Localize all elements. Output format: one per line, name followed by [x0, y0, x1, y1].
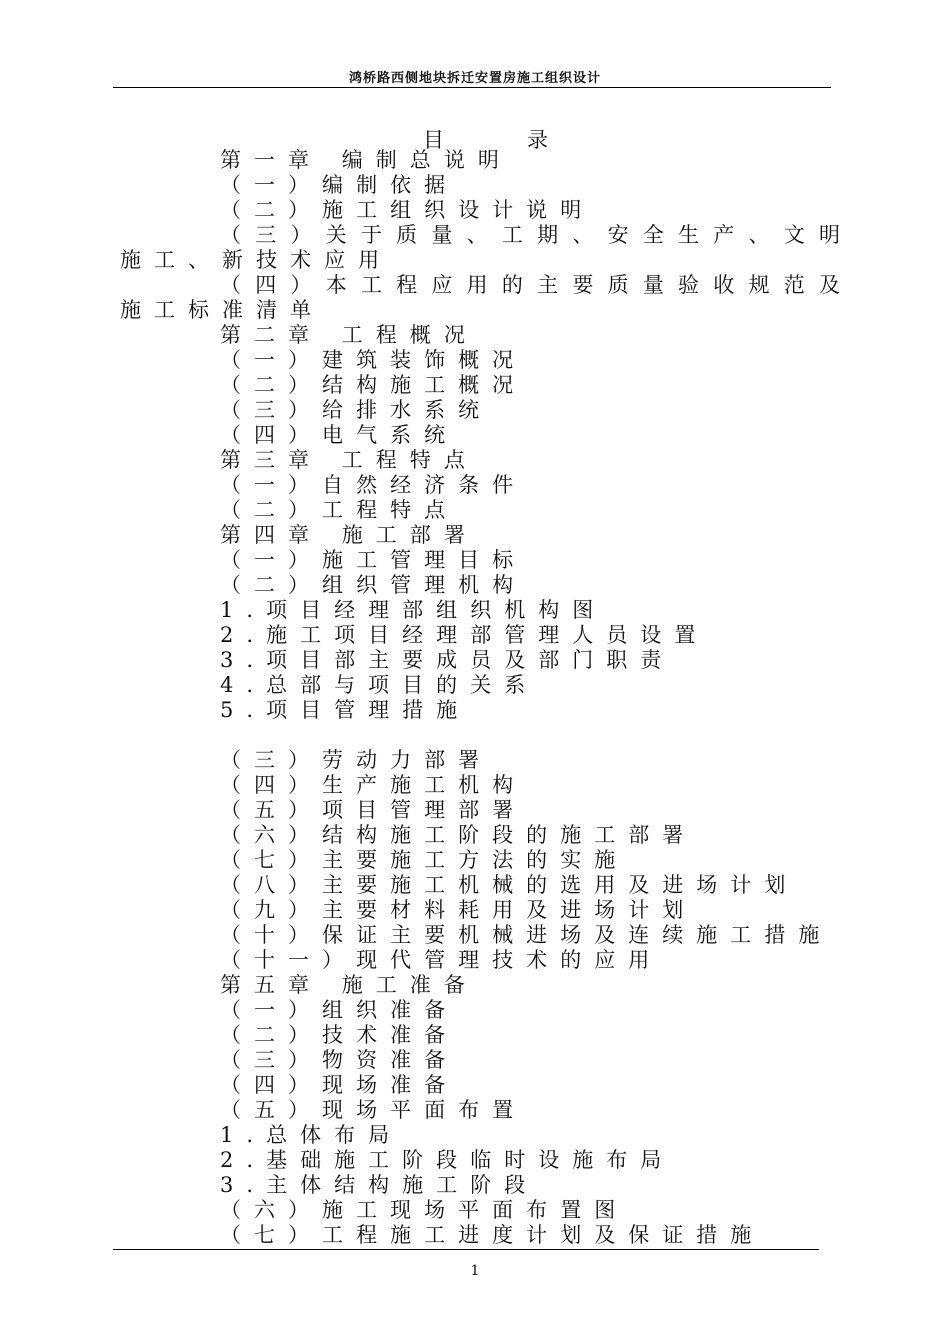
toc-subsection: 3.项目部主要成员及部门职责: [220, 648, 675, 672]
toc-char: 工: [501, 223, 523, 247]
toc-chapter-2: 第二章 工程概况: [220, 323, 478, 347]
toc-char: 验: [678, 273, 700, 297]
toc-char: 质: [607, 273, 629, 297]
toc-char: 要: [572, 273, 594, 297]
page-number: 1: [470, 1263, 480, 1279]
toc-char: 安: [607, 223, 629, 247]
toc-subsection: 1.项目经理部组织机构图: [220, 598, 607, 622]
toc-section: （九）主要材料耗用及进场计划: [220, 898, 697, 922]
toc-section: （三）劳动力部署: [220, 748, 493, 772]
table-of-contents: [120, 148, 840, 1248]
toc-char: 范: [783, 273, 805, 297]
toc-subsection: 4.总部与项目的关系: [220, 673, 539, 697]
toc-subsection: 2.施工项目经理部管理人员设置: [220, 623, 709, 647]
toc-char: 主: [537, 273, 559, 297]
toc-section: （四）生产施工机构: [220, 773, 527, 797]
toc-section: （二）结构施工概况: [220, 373, 527, 397]
toc-char: 期: [537, 223, 559, 247]
toc-char: ）: [290, 273, 312, 297]
toc-char: 及: [818, 273, 840, 297]
toc-section: （三）给排水系统: [220, 398, 493, 422]
toc-section-continuation: 施工、新技术应用: [120, 248, 393, 272]
toc-section: （七）工程施工进度计划及保证措施: [220, 1223, 765, 1247]
toc-char: 关: [325, 223, 347, 247]
toc-char: 质: [396, 223, 418, 247]
toc-section-wrapped: [120, 223, 840, 248]
toc-section: （一）组织准备: [220, 998, 459, 1022]
toc-section: （七）主要施工方法的实施: [220, 848, 629, 872]
running-header-title: 鸿桥路西侧地块拆迁安置房施工组织设计: [348, 71, 601, 86]
footer-rule: [113, 1249, 819, 1250]
toc-section: （五）现场平面布置: [220, 1098, 527, 1122]
toc-section: （一）施工管理目标: [220, 548, 527, 572]
toc-char: 程: [396, 273, 418, 297]
toc-char: 应: [431, 273, 453, 297]
toc-section: （六）结构施工阶段的施工部署: [220, 823, 697, 847]
toc-char: 生: [678, 223, 700, 247]
toc-char: （: [220, 273, 241, 297]
toc-char: ）: [290, 223, 312, 247]
toc-chapter-3: 第三章 工程特点: [220, 448, 478, 472]
toc-char: 收: [713, 273, 735, 297]
header-rule: [113, 87, 831, 88]
toc-char: 三: [255, 223, 277, 247]
toc-char: 用: [466, 273, 488, 297]
toc-char: （: [220, 223, 241, 247]
toc-section: （八）主要施工机械的选用及进场计划: [220, 873, 799, 897]
toc-subsection: 1.总体布局: [220, 1123, 403, 1147]
toc-char: 、: [748, 223, 770, 247]
toc-char: 本: [325, 273, 347, 297]
toc-char: 明: [818, 223, 840, 247]
toc-section: （十）保证主要机械进场及连续施工措施: [220, 923, 833, 947]
toc-char: 于: [360, 223, 382, 247]
toc-section: （一）建筑装饰概况: [220, 348, 527, 372]
toc-section: （三）物资准备: [220, 1048, 459, 1072]
toc-section-wrapped: [120, 273, 840, 298]
toc-char: 规: [748, 273, 770, 297]
toc-char: 四: [255, 273, 277, 297]
toc-section: （二）工程特点: [220, 498, 459, 522]
toc-section: （四）现场准备: [220, 1073, 459, 1097]
blank-line: [120, 723, 840, 748]
toc-section: （四）电气系统: [220, 423, 459, 447]
toc-chapter-1: 第一章 编制总说明: [220, 148, 512, 172]
toc-section: （一）自然经济条件: [220, 473, 527, 497]
toc-char: 工: [360, 273, 382, 297]
toc-char: 、: [466, 223, 488, 247]
toc-char: 的: [501, 273, 523, 297]
toc-char: 、: [572, 223, 594, 247]
toc-subsection: 5.项目管理措施: [220, 698, 471, 722]
toc-section: （一）编制依据: [220, 173, 459, 197]
toc-section: （六）施工现场平面布置图: [220, 1198, 629, 1222]
toc-section: （二）技术准备: [220, 1023, 459, 1047]
toc-section: （十一）现代管理技术的应用: [220, 948, 663, 972]
toc-subsection: 3.主体结构施工阶段: [220, 1173, 539, 1197]
toc-char: 量: [642, 273, 664, 297]
toc-char: 文: [783, 223, 805, 247]
toc-title-right: 录: [527, 128, 548, 152]
toc-section-continuation: 施工标准清单: [120, 298, 325, 322]
toc-title-left: 目: [423, 128, 444, 152]
toc-chapter-4: 第四章 施工部署: [220, 523, 478, 547]
toc-char: 量: [431, 223, 453, 247]
toc-char: 产: [713, 223, 735, 247]
toc-chapter-5: 第五章 施工准备: [220, 973, 478, 997]
toc-section: （二）组织管理机构: [220, 573, 527, 597]
toc-subsection: 2.基础施工阶段临时设施布局: [220, 1148, 675, 1172]
toc-char: 全: [642, 223, 664, 247]
toc-section: （二）施工组织设计说明: [220, 198, 595, 222]
toc-section: （五）项目管理部署: [220, 798, 527, 822]
